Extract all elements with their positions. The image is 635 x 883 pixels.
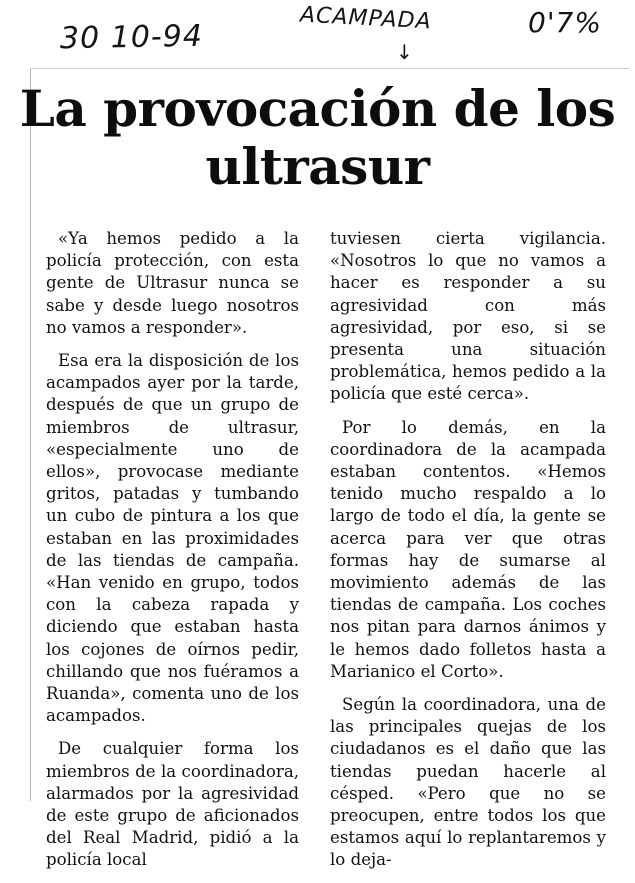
handwritten-date: 30 10-94: [59, 18, 204, 57]
paragraph: Por lo demás, en la coordinadora de la acampada estaban contentos. «Hemos tenido mucho respaldo a lo largo de todo el día, la gente se acerca para ver que otras formas hay de sumarse al movimiento además de las tiendas de campaña. Los coches nos pitan para darnos ánimos y le hemos dado folletos hasta a Marianico el Corto».: [330, 417, 606, 681]
paragraph: Esa era la disposición de los acampados ayer por la tarde, después de que un grupo de miembros de ultrasur, «especialmente uno de ellos», provocase mediante gritos, patadas y tumbando un cubo de pintura a los que estaban en las proximidades de las tiendas de campaña. «Han venido en grupo, todos con la cabeza rapada y diciendo que estaban hasta los cojones de oírnos pedir, chillando que nos fuéramos a Ruanda», comenta uno de los acampados.: [46, 351, 299, 726]
arrow-down-icon: ↓: [396, 40, 414, 64]
article-column-right: [330, 228, 606, 883]
article-column-left: [46, 228, 299, 883]
paragraph: «Ya hemos pedido a la policía protección, con esta gente de Ultrasur nunca se sabe y desde luego nosotros no vamos a responder».: [46, 229, 299, 337]
article-headline: La provocación de los ultrasur: [19, 79, 616, 196]
paragraph: De cualquier forma los miembros de la coordinadora, alarmados por la agresividad de este grupo de aficionados del Real Madrid, pidió a la policía local: [46, 739, 299, 870]
paragraph: Según la coordinadora, una de las principales quejas de los ciudadanos es el daño que las tiendas puedan hacerle al césped. «Pero que no se preocupen, entre todos los que estamos aquí lo replantaremos y lo deja-: [330, 695, 606, 870]
paragraph: tuviesen cierta vigilancia. «Nosotros lo que no vamos a hacer es responder a su agresividad con más agresividad, por eso, si se presenta una situación problemática, hemos pedido a la policía que esté cerca».: [330, 229, 606, 404]
handwritten-tag: ACAMPADA: [299, 2, 433, 35]
handwritten-percent: 0'7%: [528, 6, 602, 39]
